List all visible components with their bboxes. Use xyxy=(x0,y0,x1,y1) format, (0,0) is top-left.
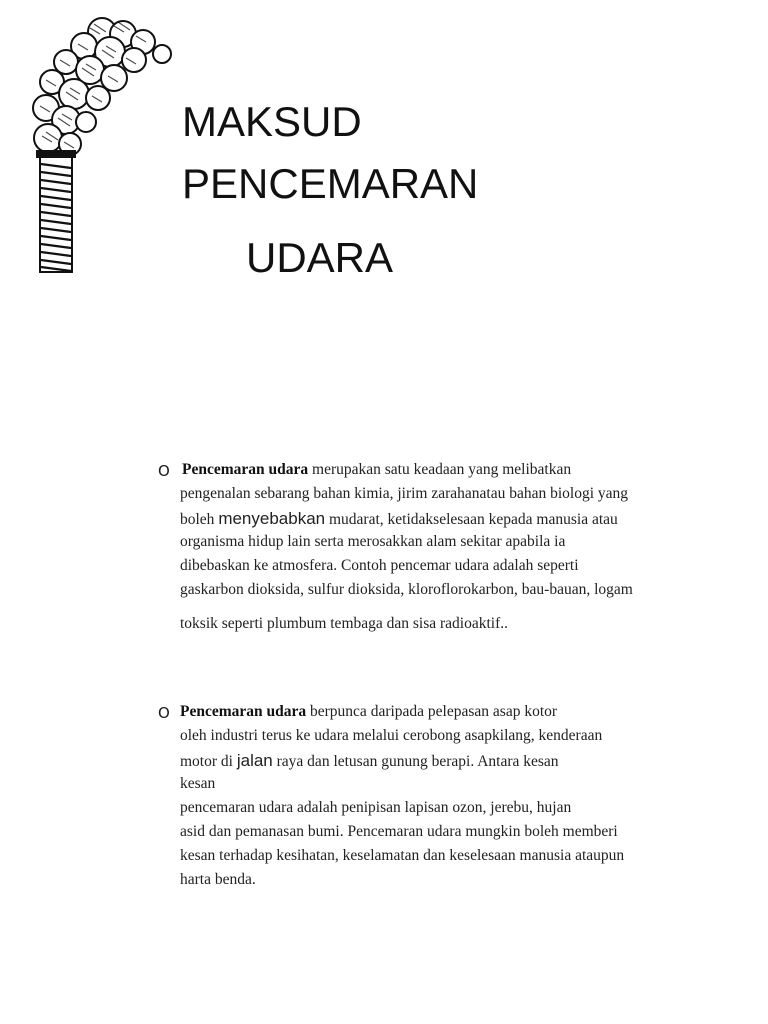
paragraph-line: harta benda. xyxy=(180,871,256,888)
page-title-line-1: MAKSUD xyxy=(182,98,362,145)
paragraph-line: motor di jalan raya dan letusan gunung berapi. Antara kesan xyxy=(180,751,559,770)
paragraph-line: Pencemaran udara merupakan satu keadaan yang melibatkan xyxy=(182,461,572,478)
paragraph-line: oleh industri terus ke udara melalui cerobong asapkilang, kenderaan xyxy=(180,727,603,744)
paragraph-line: gaskarbon dioksida, sulfur dioksida, kloroflorokarbon, bau-bauan, logam xyxy=(180,581,633,598)
paragraph-line: pengenalan sebarang bahan kimia, jirim zarahanatau bahan biologi yang xyxy=(180,485,629,502)
bold-term: Pencemaran udara xyxy=(180,703,307,720)
page-title-line-3: UDARA xyxy=(246,234,394,281)
paragraph-line: kesan terhadap kesihatan, keselamatan dan keselesaan manusia ataupun xyxy=(180,847,625,864)
smokestack-icon xyxy=(28,10,178,275)
paragraph-line: toksik seperti plumbum tembaga dan sisa radioaktif.. xyxy=(180,615,509,632)
bullet-marker: O xyxy=(158,704,170,722)
paragraph-line: dibebaskan ke atmosfera. Contoh pencemar udara adalah seperti xyxy=(180,557,579,574)
bullet-paragraph-1 xyxy=(158,462,718,642)
bullet-marker: O xyxy=(158,462,170,480)
paragraph-line: asid dan pemanasan bumi. Pencemaran udara mungkin boleh memberi xyxy=(180,823,618,840)
paragraph-line: kesan xyxy=(180,775,216,792)
page-title-line-2: PENCEMARAN xyxy=(182,160,479,207)
paragraph-line: boleh menyebabkan mudarat, ketidakselesaan kepada manusia atau xyxy=(180,509,618,528)
paragraph-line: pencemaran udara adalah penipisan lapisan ozon, jerebu, hujan xyxy=(180,799,572,816)
paragraph-line: Pencemaran udara berpunca daripada pelepasan asap kotor xyxy=(180,703,558,720)
bullet-paragraph-2 xyxy=(158,703,718,888)
bold-term: Pencemaran udara xyxy=(182,461,309,478)
paragraph-line: organisma hidup lain serta merosakkan alam sekitar apabila ia xyxy=(180,533,566,550)
